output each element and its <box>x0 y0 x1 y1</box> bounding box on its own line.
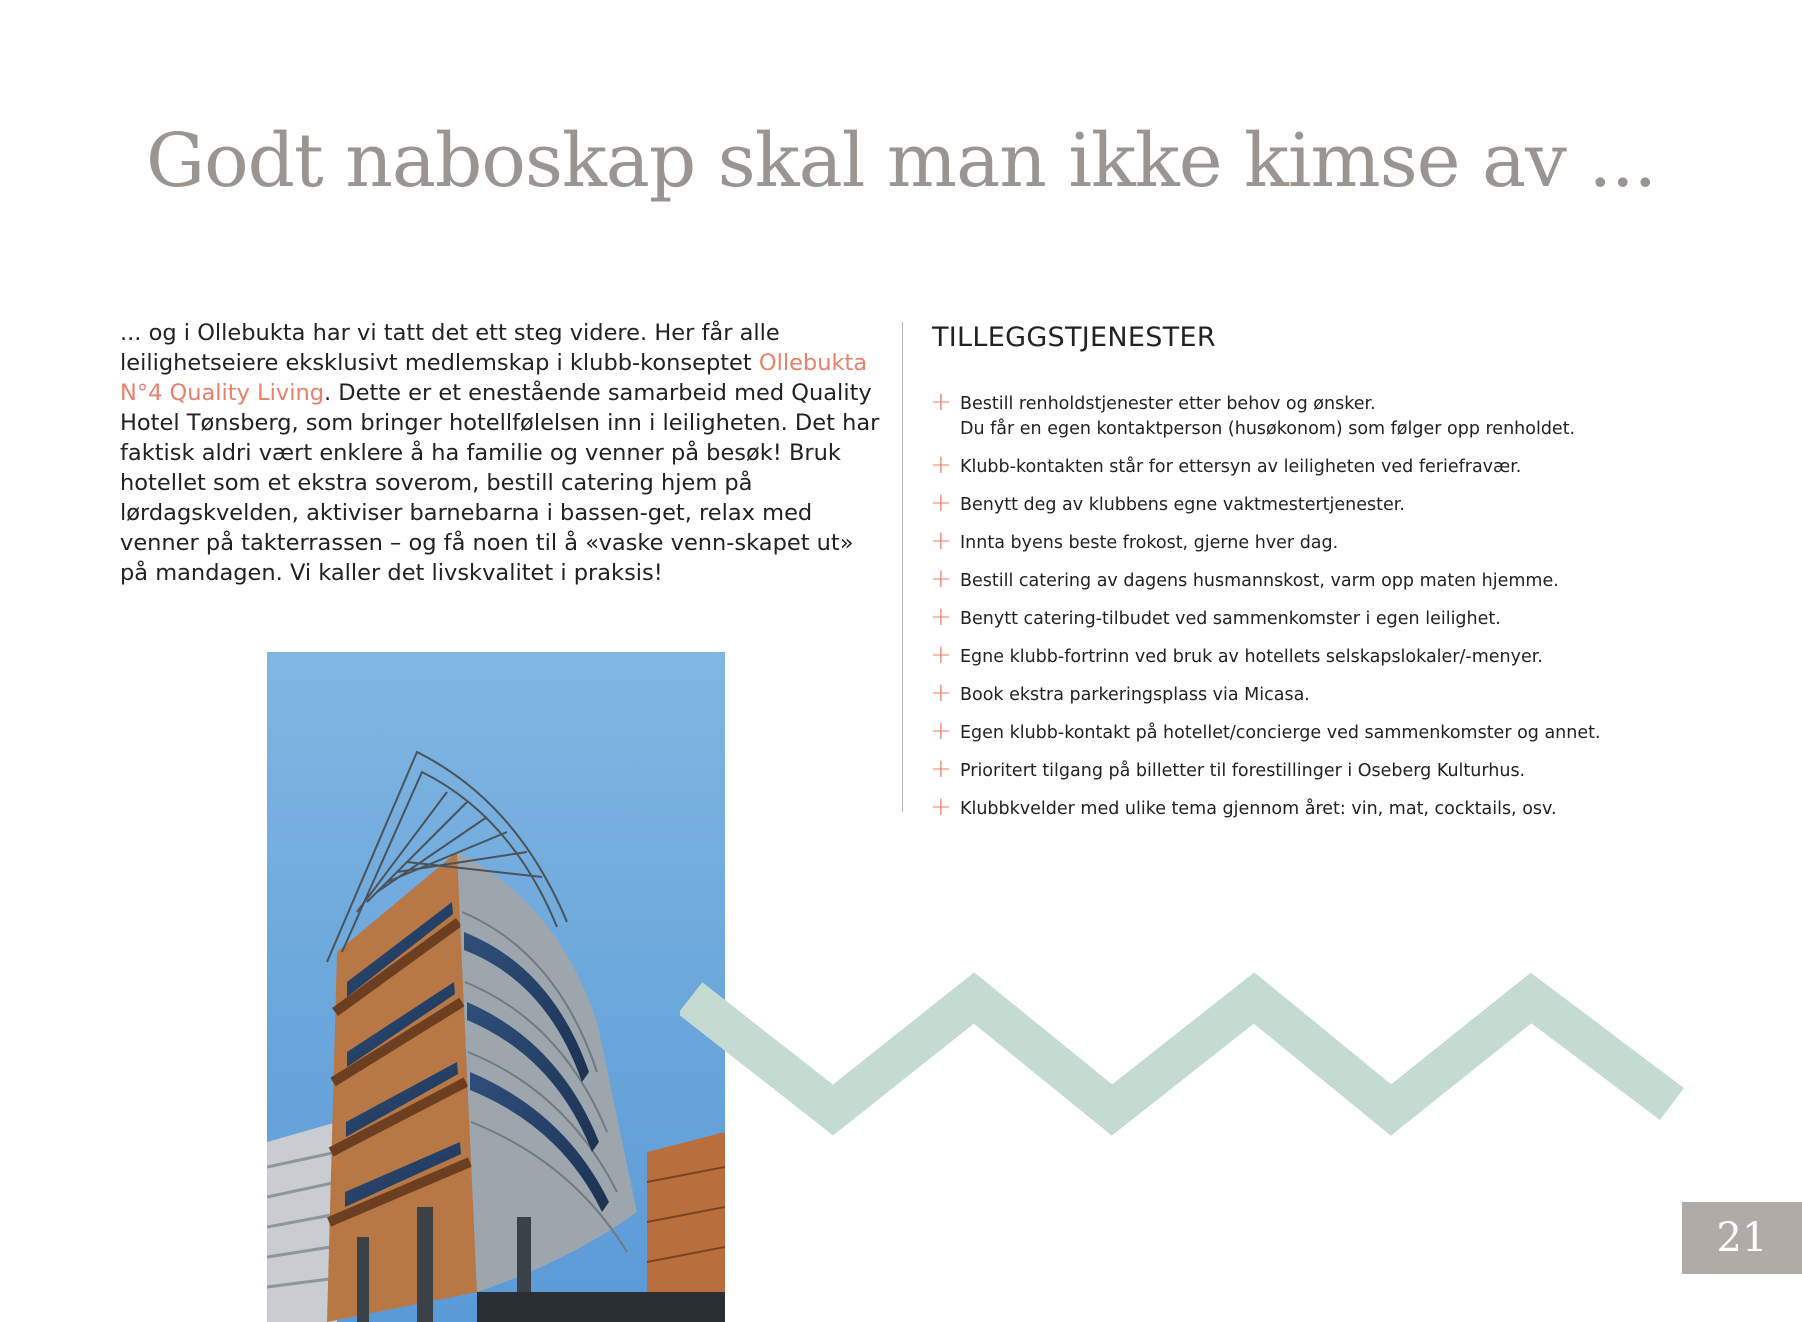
page-number: 21 <box>1716 1215 1768 1261</box>
intro-text-end: . Dette er et enestående samarbeid med Quality Hotel Tønsberg, som bringer hotellfølelsen inn i leiligheten. Det har faktisk aldri vært enklere å ha familie og venner på besøk! Bruk hotellet som et ekstra soverom, bestill catering hjem på lørdagskvelden, aktiviser barnebarna i bassen-get, relax med venner på takterrassen – og få noen til å «vaske venn-skapet ut» på mandagen. Vi kaller det livskvalitet i praksis! <box>120 380 880 586</box>
service-item <box>930 640 1650 670</box>
brand-name: Ollebukta N°4 Quality Living <box>120 350 868 406</box>
service-text: Prioritert tilgang på billetter til forestillinger i Oseberg Kulturhus. <box>960 761 1526 781</box>
service-text: Egen klubb-kontakt på hotellet/concierge ved sammenkomster og annet. <box>960 723 1601 743</box>
service-subtext: Du får en egen kontaktperson (husøkonom) som følger opp renholdet. <box>960 419 1576 439</box>
intro-text-start: ... og i Ollebukta har vi tatt det ett steg videre. Her får alle leilighetseiere eksklusivt medlemskap i klubb-konseptet <box>120 320 780 376</box>
plus-icon: + <box>930 602 952 632</box>
plus-icon: + <box>930 640 952 670</box>
service-item <box>930 792 1650 822</box>
service-item <box>930 564 1650 594</box>
plus-icon: + <box>930 387 952 417</box>
page-number-box <box>1682 1202 1802 1274</box>
plus-icon: + <box>930 564 952 594</box>
building-photo <box>267 652 725 1322</box>
service-item <box>930 716 1650 746</box>
service-item <box>930 488 1650 518</box>
intro-paragraph <box>120 318 880 588</box>
services-list <box>930 387 1650 835</box>
plus-icon: + <box>930 792 952 822</box>
service-item <box>930 754 1650 784</box>
service-item <box>930 387 1650 442</box>
service-text: Bestill catering av dagens husmannskost, varm opp maten hjemme. <box>960 571 1559 591</box>
service-text: Benytt catering-tilbudet ved sammenkomster i egen leilighet. <box>960 609 1501 629</box>
service-item <box>930 526 1650 556</box>
service-text: Klubbkvelder med ulike tema gjennom året: vin, mat, cocktails, osv. <box>960 799 1557 819</box>
plus-icon: + <box>930 678 952 708</box>
plus-icon: + <box>930 754 952 784</box>
plus-icon: + <box>930 716 952 746</box>
column-divider <box>902 322 903 812</box>
service-text: Benytt deg av klubbens egne vaktmestertjenester. <box>960 495 1405 515</box>
plus-icon: + <box>930 526 952 556</box>
service-item <box>930 602 1650 632</box>
zigzag-decoration <box>680 960 1690 1150</box>
service-item <box>930 678 1650 708</box>
plus-icon: + <box>930 488 952 518</box>
service-text: Klubb-kontakten står for ettersyn av leiligheten ved feriefravær. <box>960 457 1522 477</box>
service-text: Book ekstra parkeringsplass via Micasa. <box>960 685 1310 705</box>
service-text: Innta byens beste frokost, gjerne hver dag. <box>960 533 1339 553</box>
service-text: Bestill renholdstjenester etter behov og ønsker. <box>960 394 1376 414</box>
services-heading: TILLEGGSTJENESTER <box>932 322 1216 353</box>
service-text: Egne klubb-fortrinn ved bruk av hotellets selskapslokaler/-menyer. <box>960 647 1543 667</box>
service-item <box>930 450 1650 480</box>
page-title: Godt naboskap skal man ikke kimse av ... <box>145 118 1657 204</box>
plus-icon: + <box>930 450 952 480</box>
